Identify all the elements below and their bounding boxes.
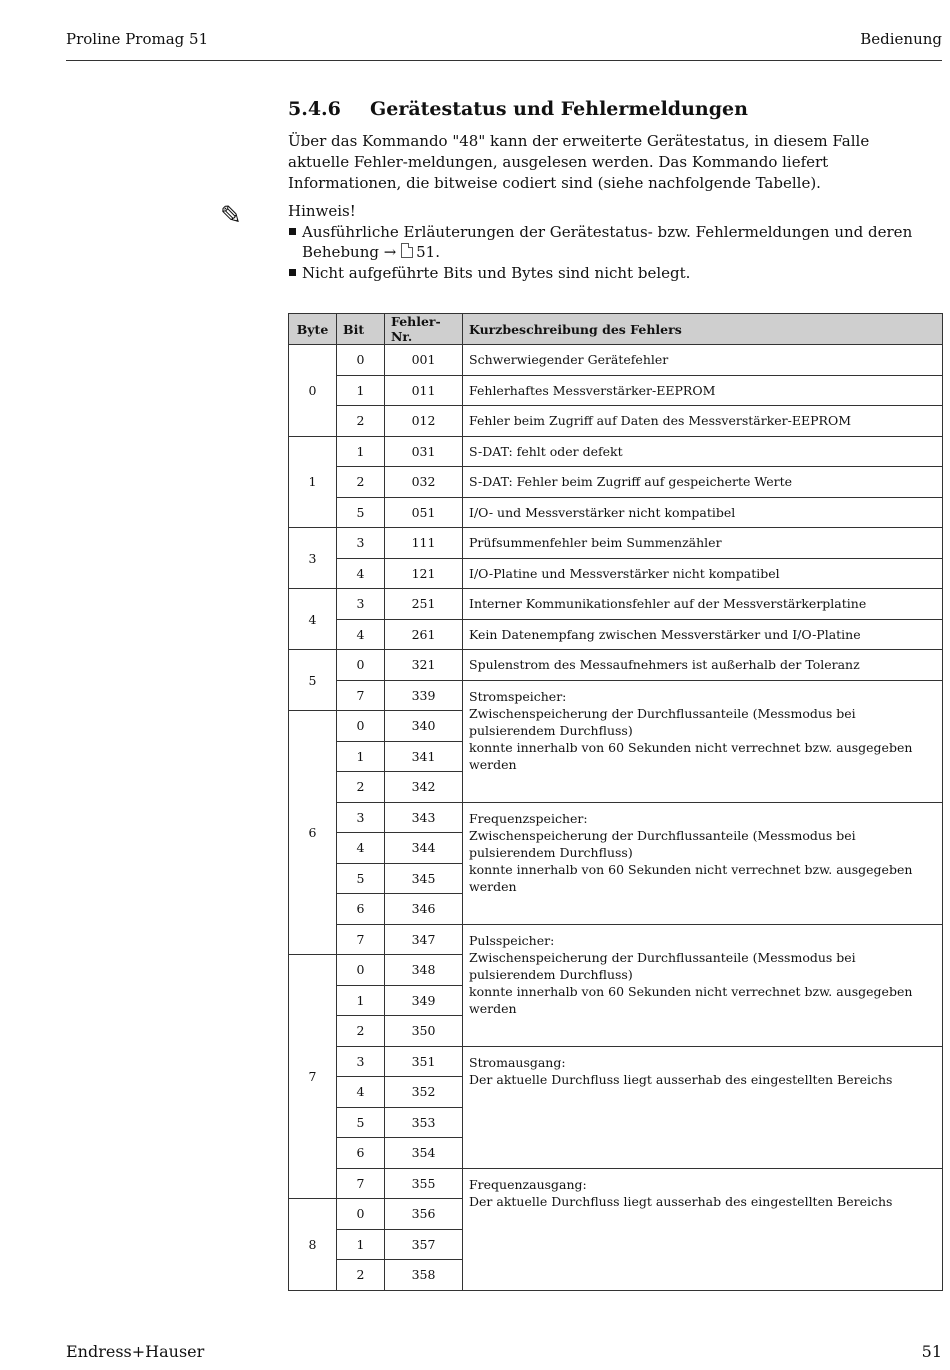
table-row (289, 1168, 943, 1199)
bit-cell: 1 (337, 985, 385, 1016)
group-text: Der aktuelle Durchfluss liegt ausserhab des eingestellten Bereichs (469, 1071, 893, 1087)
error-number-cell: 339 (385, 680, 463, 711)
description-cell: Prüfsummenfehler beim Summenzähler (463, 528, 943, 559)
description-cell: S-DAT: fehlt oder defekt (463, 436, 943, 467)
header-rule (66, 60, 942, 61)
bit-cell: 1 (337, 1229, 385, 1260)
table-row (289, 467, 943, 498)
error-number-cell: 343 (385, 802, 463, 833)
description-group-cell (463, 1046, 943, 1168)
header-byte: Byte (289, 314, 337, 345)
error-number-cell: 051 (385, 497, 463, 528)
footer-company: Endress+Hauser (66, 1342, 205, 1361)
running-header-product: Proline Promag 51 (66, 30, 209, 48)
table-row (289, 680, 943, 711)
bit-cell: 1 (337, 436, 385, 467)
pencil-icon: ✎ (220, 201, 242, 231)
header-error-number: Fehler-Nr. (385, 314, 463, 345)
error-number-cell: 355 (385, 1168, 463, 1199)
group-text: Zwischenspeicherung der Durchflussanteile (Messmodus bei pulsierendem Durchfluss) (469, 705, 856, 738)
bit-cell: 4 (337, 558, 385, 589)
description-cell: Fehler beim Zugriff auf Daten des Messverstärker-EEPROM (463, 406, 943, 437)
error-number-cell: 353 (385, 1107, 463, 1138)
bit-cell: 0 (337, 955, 385, 986)
bit-cell: 2 (337, 406, 385, 437)
error-number-cell: 121 (385, 558, 463, 589)
note-bullet-text-cont: Behebung (302, 243, 379, 261)
bit-cell: 7 (337, 1168, 385, 1199)
page-reference-icon (401, 243, 413, 258)
group-text: konnte innerhalb von 60 Sekunden nicht verrechnet bzw. ausgegeben werden (469, 861, 913, 894)
table-row (289, 375, 943, 406)
intro-paragraph: Über das Kommando "48" kann der erweiterte Gerätestatus, in diesem Falle aktuelle Fehler-meldungen, ausgelesen werden. Das Kommando liefert Informationen, die bitweise codiert sind (siehe nachfolgende Tabelle). (288, 132, 870, 192)
group-text: Zwischenspeicherung der Durchflussanteile (Messmodus bei pulsierendem Durchfluss) (469, 827, 856, 860)
error-number-cell: 340 (385, 711, 463, 742)
page-number: 51 (921, 1342, 942, 1361)
error-number-cell: 032 (385, 467, 463, 498)
bit-cell: 4 (337, 619, 385, 650)
table-row (289, 497, 943, 528)
description-cell: I/O-Platine und Messverstärker nicht kompatibel (463, 558, 943, 589)
group-text: konnte innerhalb von 60 Sekunden nicht verrechnet bzw. ausgegeben werden (469, 983, 913, 1016)
error-number-cell: 349 (385, 985, 463, 1016)
bit-cell: 0 (337, 1199, 385, 1230)
byte-cell: 5 (289, 650, 337, 711)
note-bullet (288, 222, 928, 263)
description-cell: Spulenstrom des Messaufnehmers ist außerhalb der Toleranz (463, 650, 943, 681)
section-heading (288, 98, 748, 120)
description-group-cell (463, 1168, 943, 1290)
error-number-cell: 251 (385, 589, 463, 620)
error-number-cell: 001 (385, 345, 463, 376)
header-description: Kurzbeschreibung des Fehlers (463, 314, 943, 345)
error-number-cell: 321 (385, 650, 463, 681)
bit-cell: 5 (337, 497, 385, 528)
description-group-cell (463, 802, 943, 924)
error-number-cell: 348 (385, 955, 463, 986)
bit-cell: 3 (337, 1046, 385, 1077)
bit-cell: 1 (337, 741, 385, 772)
error-number-cell: 011 (385, 375, 463, 406)
error-number-cell: 341 (385, 741, 463, 772)
error-number-cell: 357 (385, 1229, 463, 1260)
note-block (288, 201, 928, 283)
table-row (289, 589, 943, 620)
description-group-cell (463, 924, 943, 1046)
error-number-cell: 012 (385, 406, 463, 437)
group-text: Zwischenspeicherung der Durchflussanteile (Messmodus bei pulsierendem Durchfluss) (469, 949, 856, 982)
description-cell: I/O- und Messverstärker nicht kompatibel (463, 497, 943, 528)
error-number-cell: 111 (385, 528, 463, 559)
bit-cell: 4 (337, 833, 385, 864)
group-text: konnte innerhalb von 60 Sekunden nicht verrechnet bzw. ausgegeben werden (469, 739, 913, 772)
note-title: Hinweis! (288, 202, 356, 220)
error-number-cell: 261 (385, 619, 463, 650)
description-cell: Interner Kommunikationsfehler auf der Messverstärkerplatine (463, 589, 943, 620)
note-bullet-text: Ausführliche Erläuterungen der Gerätestatus- bzw. Fehlermeldungen und deren (302, 222, 913, 241)
error-number-cell: 356 (385, 1199, 463, 1230)
table-row (289, 345, 943, 376)
description-cell: Kein Datenempfang zwischen Messverstärker und I/O-Platine (463, 619, 943, 650)
error-number-cell: 344 (385, 833, 463, 864)
bit-cell: 0 (337, 711, 385, 742)
error-table (288, 313, 943, 1291)
table-row (289, 436, 943, 467)
byte-cell: 7 (289, 955, 337, 1199)
bit-cell: 5 (337, 863, 385, 894)
error-number-cell: 351 (385, 1046, 463, 1077)
group-title: Frequenzausgang: (469, 1176, 587, 1192)
bullet-square-icon (289, 228, 296, 235)
bit-cell: 3 (337, 589, 385, 620)
bit-cell: 1 (337, 375, 385, 406)
table-row (289, 924, 943, 955)
bit-cell: 6 (337, 894, 385, 925)
arrow-icon: → (383, 243, 397, 261)
bit-cell: 3 (337, 528, 385, 559)
table-row (289, 650, 943, 681)
bit-cell: 0 (337, 650, 385, 681)
byte-cell: 1 (289, 436, 337, 528)
running-header-chapter: Bedienung (860, 30, 942, 48)
table-row (289, 528, 943, 559)
error-number-cell: 352 (385, 1077, 463, 1108)
bit-cell: 4 (337, 1077, 385, 1108)
description-cell: Schwerwiegender Gerätefehler (463, 345, 943, 376)
bit-cell: 2 (337, 467, 385, 498)
group-text: Der aktuelle Durchfluss liegt ausserhab des eingestellten Bereichs (469, 1193, 893, 1209)
table-row (289, 802, 943, 833)
group-title: Frequenzspeicher: (469, 810, 588, 826)
bit-cell: 2 (337, 1260, 385, 1291)
page-reference-link[interactable]: 51. (416, 243, 440, 261)
group-title: Pulsspeicher: (469, 932, 555, 948)
bit-cell: 7 (337, 680, 385, 711)
byte-cell: 8 (289, 1199, 337, 1291)
bit-cell: 2 (337, 772, 385, 803)
note-bullet-text: Nicht aufgeführte Bits und Bytes sind nicht belegt. (302, 263, 691, 282)
section-number: 5.4.6 (288, 98, 341, 120)
bullet-square-icon (289, 269, 296, 276)
bit-cell: 6 (337, 1138, 385, 1169)
error-number-cell: 031 (385, 436, 463, 467)
table-row (289, 406, 943, 437)
error-number-cell: 354 (385, 1138, 463, 1169)
error-number-cell: 358 (385, 1260, 463, 1291)
section-title: Gerätestatus und Fehlermeldungen (370, 98, 748, 120)
byte-cell: 3 (289, 528, 337, 589)
table-row (289, 619, 943, 650)
bit-cell: 7 (337, 924, 385, 955)
bit-cell: 0 (337, 345, 385, 376)
note-bullet (288, 263, 928, 284)
header-bit: Bit (337, 314, 385, 345)
table-row (289, 558, 943, 589)
bit-cell: 5 (337, 1107, 385, 1138)
table-row (289, 1046, 943, 1077)
table-header-row (289, 314, 943, 345)
description-cell: S-DAT: Fehler beim Zugriff auf gespeicherte Werte (463, 467, 943, 498)
error-number-cell: 345 (385, 863, 463, 894)
error-number-cell: 350 (385, 1016, 463, 1047)
error-number-cell: 342 (385, 772, 463, 803)
bit-cell: 2 (337, 1016, 385, 1047)
error-number-cell: 347 (385, 924, 463, 955)
group-title: Stromspeicher: (469, 688, 567, 704)
description-cell: Fehlerhaftes Messverstärker-EEPROM (463, 375, 943, 406)
group-title: Stromausgang: (469, 1054, 566, 1070)
byte-cell: 4 (289, 589, 337, 650)
bit-cell: 3 (337, 802, 385, 833)
byte-cell: 0 (289, 345, 337, 437)
error-number-cell: 346 (385, 894, 463, 925)
description-group-cell (463, 680, 943, 802)
byte-cell: 6 (289, 711, 337, 955)
